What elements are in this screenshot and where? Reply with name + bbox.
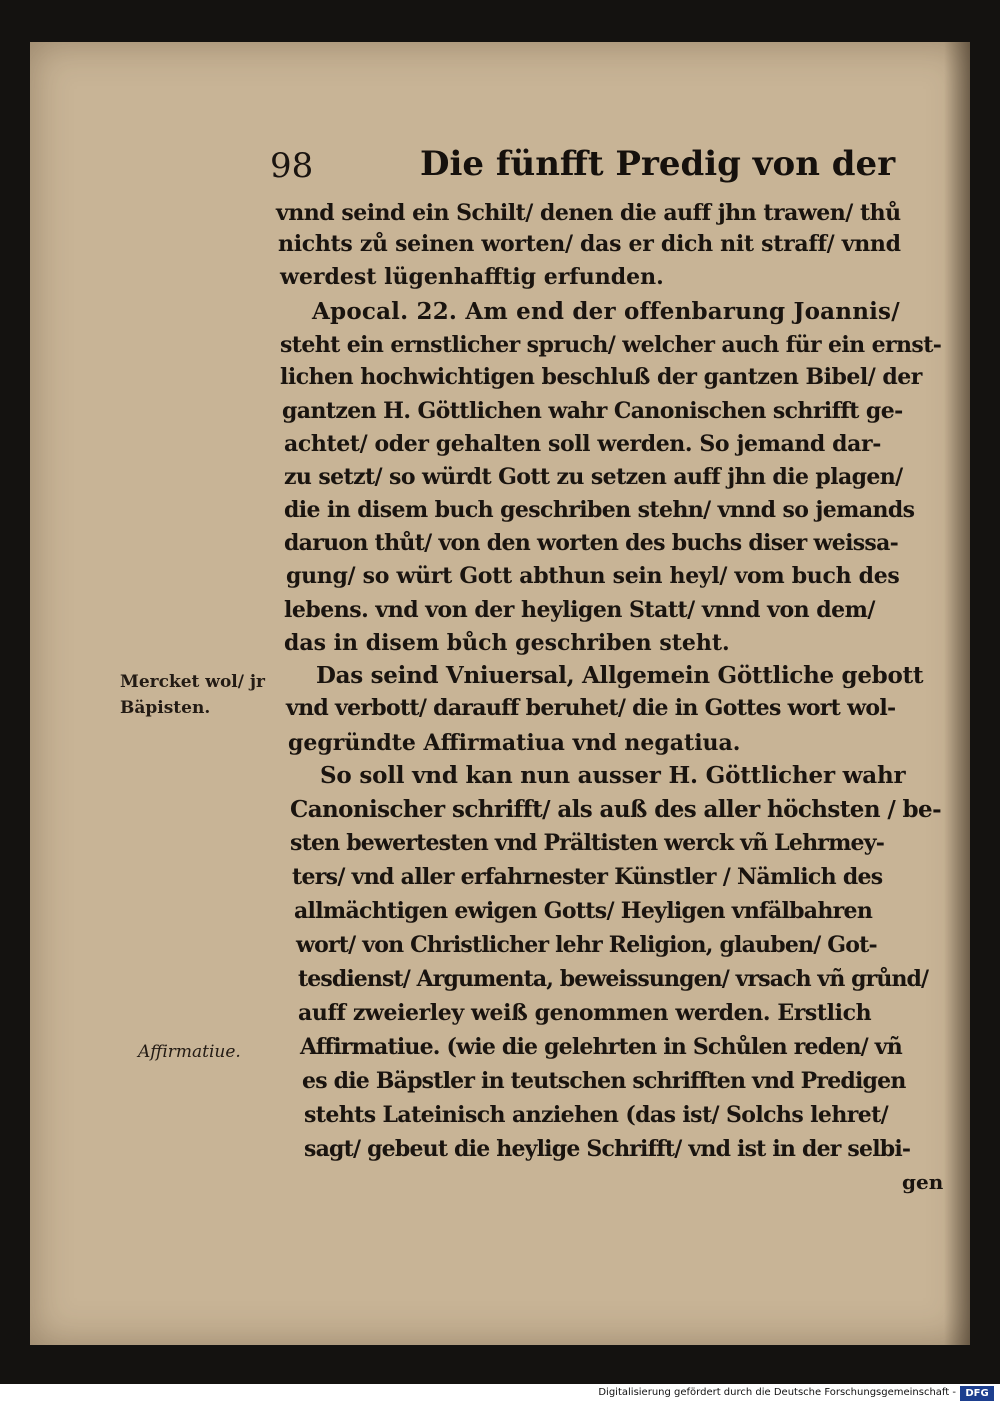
- text-line: tesdienst/ Argumenta, beweissungen/ vrsach vñ grůnd/: [298, 966, 929, 992]
- text-line: stehts Lateinisch anziehen (das ist/ Solchs lehret/: [304, 1102, 889, 1128]
- page-number: 98: [270, 146, 314, 186]
- text-line: sten bewertesten vnd Prältisten werck vñ Lehrmey-: [290, 830, 885, 856]
- text-line: zu setzt/ so würdt Gott zu setzen auff jhn die plagen/: [284, 464, 903, 490]
- text-line: daruon thůt/ von den worten des buchs diser weissa-: [284, 530, 899, 556]
- margin-note: Affirmatiue.: [138, 1042, 241, 1062]
- text-line: So soll vnd kan nun ausser H. Göttlicher wahr: [320, 762, 906, 789]
- catchword: gen: [902, 1170, 944, 1194]
- text-line: vnnd seind ein Schilt/ denen die auff jhn trawen/ thů: [276, 200, 901, 226]
- funding-credit: Digitalisierung gefördert durch die Deutsche Forschungsgemeinschaft -: [598, 1387, 956, 1398]
- text-line: gung/ so würt Gott abthun sein heyl/ vom buch des: [286, 563, 900, 589]
- text-line: gegründte Affirmatiua vnd negatiua.: [288, 730, 741, 756]
- text-line: wort/ von Christlicher lehr Religion, glauben/ Got-: [296, 932, 877, 958]
- text-line: vnd verbott/ darauff beruhet/ die in Gottes wort wol-: [286, 695, 896, 721]
- text-line: auff zweierley weiß genommen werden. Erstlich: [298, 1000, 872, 1026]
- text-line: Affirmatiue. (wie die gelehrten in Schůlen reden/ vñ: [300, 1034, 902, 1060]
- text-line: lichen hochwichtigen beschluß der gantzen Bibel/ der: [280, 364, 922, 390]
- text-line: es die Bäpstler in teutschen schrifften vnd Predigen: [302, 1068, 906, 1094]
- margin-note: Bäpisten.: [120, 698, 211, 718]
- text-line: achtet/ oder gehalten soll werden. So jemand dar-: [284, 431, 881, 457]
- text-line: Apocal. 22. Am end der offenbarung Joannis/: [312, 298, 900, 325]
- text-line: steht ein ernstlicher spruch/ welcher auch für ein ernst-: [280, 332, 942, 358]
- text-line: das in disem bůch geschriben steht.: [284, 630, 730, 656]
- text-line: die in disem buch geschriben stehn/ vnnd so jemands: [284, 497, 915, 523]
- text-line: lebens. vnd von der heyligen Statt/ vnnd von dem/: [284, 597, 875, 623]
- text-line: nichts zů seinen worten/ das er dich nit straff/ vnnd: [278, 231, 901, 257]
- margin-note: Mercket wol/ jr: [120, 672, 265, 692]
- text-line: sagt/ gebeut die heylige Schrifft/ vnd ist in der selbi-: [304, 1136, 911, 1162]
- text-line: Das seind Vniuersal, Allgemein Göttliche gebott: [316, 662, 924, 689]
- dfg-logo: DFG: [960, 1386, 994, 1401]
- text-line: werdest lügenhafftig erfunden.: [280, 264, 664, 290]
- text-line: gantzen H. Göttlichen wahr Canonischen schrifft ge-: [282, 398, 903, 424]
- running-title: Die fünfft Predig von der: [420, 144, 896, 184]
- text-line: Canonischer schrifft/ als auß des aller höchsten / be-: [290, 796, 942, 823]
- credit-bar: [0, 1384, 1000, 1404]
- page-header: [270, 142, 970, 188]
- book-page: [30, 42, 970, 1345]
- text-line: allmächtigen ewigen Gotts/ Heyligen vnfälbahren: [294, 898, 873, 924]
- text-line: ters/ vnd aller erfahrnester Künstler / Nämlich des: [292, 864, 883, 890]
